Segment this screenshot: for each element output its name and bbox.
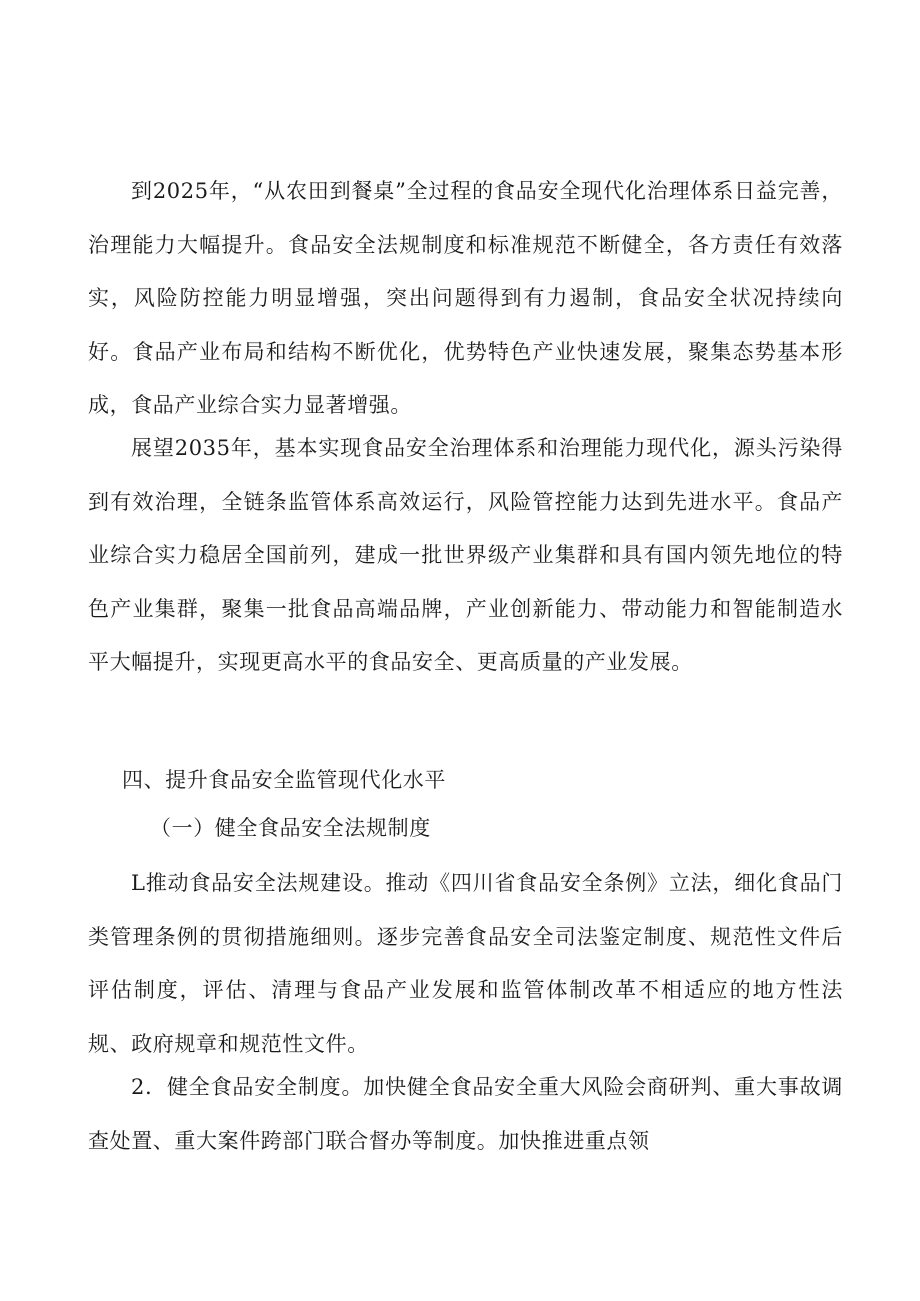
- item-1-legislation: L推动食品安全法规建设。推动《四川省食品安全条例》立法，细化食品门类管理条例的贯彻措施细则。逐步完善食品安全司法鉴定制度、规范性文件后评估制度，评估、清理与食品产业发展和监管体制改革不相适应的地方性法规、政府规章和规范性文件。: [88, 871, 843, 1056]
- paragraph-2025-goals: 到2025年，“从农田到餐桌”全过程的食品安全现代化治理体系日益完善，治理能力大幅提升。食品安全法规制度和标准规范不断健全，各方责任有效落实，风险防控能力明显增强，突出问题得到有力遏制，食品安全状况持续向好。食品产业布局和结构不断优化，优势特色产业快速发展，聚集态势基本形成，食品产业综合实力显著增强。: [88, 179, 843, 417]
- item-2-systems: 2．健全食品安全制度。加快健全食品安全重大风险会商研判、重大事故调查处置、重大案件跨部门联合督办等制度。加快推进重点领: [88, 1075, 843, 1153]
- subsection-heading: （一）健全食品安全法规制度: [150, 816, 431, 840]
- section-heading: 四、提升食品安全监管现代化水平: [122, 768, 446, 792]
- paragraph-2035-outlook: 展望2035年，基本实现食品安全治理体系和治理能力现代化，源头污染得到有效治理，全链条监管体系高效运行，风险管控能力达到先进水平。食品产业综合实力稳居全国前列，建成一批世界级产业集群和具有国内领先地位的特色产业集群，聚集一批食品高端品牌，产业创新能力、带动能力和智能制造水平大幅提升，实现更高水平的食品安全、更高质量的产业发展。: [88, 436, 843, 674]
